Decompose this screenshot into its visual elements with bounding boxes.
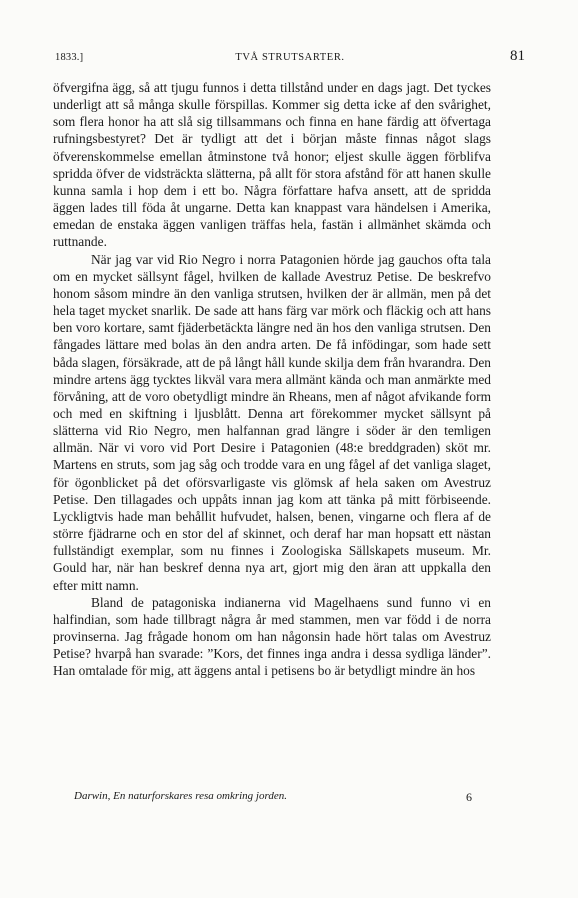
paragraph-patagonian-indians: Bland de patagoniska indianerna vid Magelhaens sund funno vi en halfindian, som hade tillbragt några år med stammen, men var född i de norra provinserna. Jag frågade honom om han någonsin hade hört talas om Avestruz Petise? hvarpå han svarade: ”Kors, det finnes inga andra i dessa sydliga länder”. Han omtalade för mig, att äggens antal i petisens bo är betydligt mindre än hos [53,594,491,679]
body-text [53,79,491,679]
running-title: TVÅ STRUTSARTER. [235,52,345,63]
footer-source: Darwin, En naturforskares resa omkring jorden. [74,790,287,802]
page-footer [74,790,472,808]
signature-mark: 6 [466,790,472,804]
running-header [55,48,525,68]
paragraph-avestruz-petise: När jag var vid Rio Negro i norra Patagonien hörde jag gauchos ofta tala om en mycket sällsynt fågel, hvilken de kallade Avestruz Petise. De beskrefvo honom såsom mindre än den vanliga strutsen, hvilken der är allmän, men på det hela taget mycket snarlik. De sade att hans färg var mörk och fläckig och att hans ben voro kortare, samt fjäderbetäckta längre ned än hos den vanliga strutsen. Den fångades lättare med bolas än den andra arten. De få infödingar, som hade sett båda slagen, försäkrade, att de på långt håll kunde skilja dem från hvarandra. Den mindre artens ägg tycktes likväl vara mera allmänt kända och man anmärkte med förvåning, att de voro obetydligt mindre än Rheans, men af något afvikande form och med en skiftning i ljusblått. Denna art förekommer mycket sällsynt på slätterna vid Rio Negro, men halfannan grad längre i söder är den temligen allmän. När vi voro vid Port Desire i Patagonien (48:e breddgraden) sköt mr. Martens en struts, som jag såg och trodde vara en ung fågel af det vanliga slaget, för ögonblicket på det oförsvarligaste vis glömsk af hela saken om Avestruz Petise. Den tillagades och uppåts innan jag kom att tänka på mitt förbiseende. Lyckligtvis hade man behållit hufvudet, halsen, benen, vingarne och flera af de större fjädrarne och en stor del af skinnet, och deraf har man hopsatt ett nästan fullständigt exemplar, som nu finnes i Zoologiska Sällskapets museum. Mr. Gould har, när han beskref denna nya art, gjort mig den äran att uppkalla den efter mitt namn. [53,251,491,593]
page-number: 81 [510,48,525,64]
header-year: 1833.] [55,52,84,63]
paragraph-continued: öfvergifna ägg, så att tjugu funnos i detta tillstånd under en dags jagt. Det tyckes underligt att så många skulle förspillas. Kommer sig detta icke af den svårighet, som flera honor ha att slå sig tillsammans och finna en hane färdig att öfvertaga rufningsbestyret? Det är tydligt att det i början måste finnas något slags öfverenskommelse emellan åtminstone två honor; eljest skulle äggen förblifva spridda öfver de vidsträckta slätterna, på allt för stora afstånd för att hanen skulle kunna samla i hop dem i ett bo. Några författare hafva ansett, att de spridda äggen lades till föda åt ungarne. Detta kan knappast vara händelsen i Amerika, emedan de enstaka äggen vanligen träffas hela, fastän i allmänhet skämda och ruttnande. [53,80,491,250]
